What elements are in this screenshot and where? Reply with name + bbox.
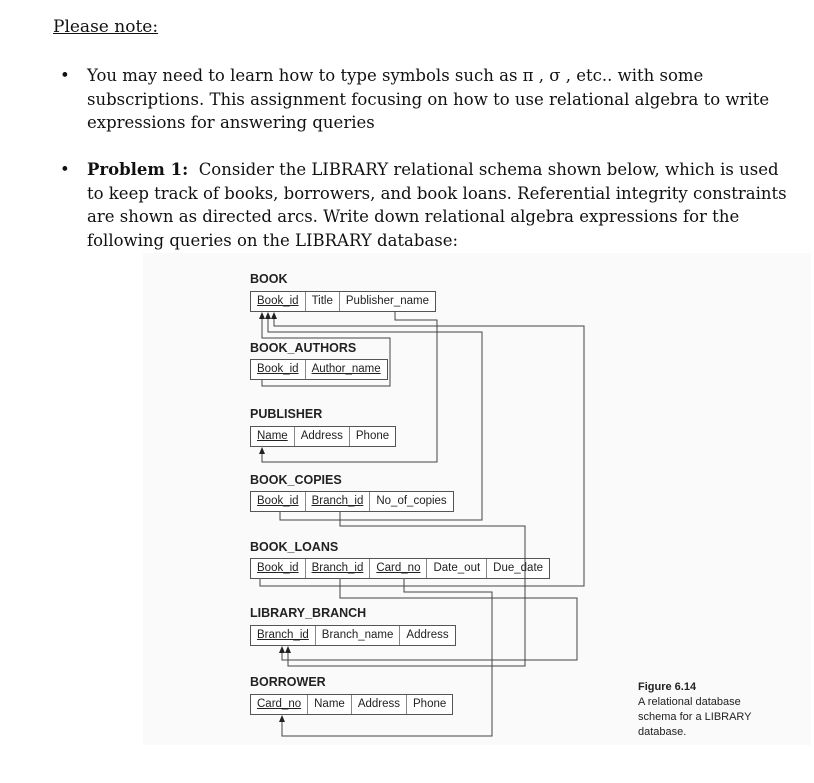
attr-book-id: Book_id xyxy=(257,495,299,507)
figure-caption-text: A relational database schema for a LIBRARY database. xyxy=(638,696,752,738)
attr-address: Address xyxy=(294,427,349,446)
arc-book-loans-to-borrower xyxy=(282,579,492,736)
arrowhead xyxy=(279,715,285,722)
attr-branch-id: Branch_id xyxy=(305,559,370,578)
attr-phone: Phone xyxy=(406,695,452,714)
arrowhead xyxy=(265,312,271,319)
problem-text: Consider the LIBRARY relational schema shown below, which is used to keep track of books, borrowers, and book loans. Referential integrity constraints are shown as directed arcs. Write down relational algebra expressions for the following queries on the LIBRARY database: xyxy=(87,160,787,250)
bullet-dot: • xyxy=(60,160,70,179)
bullet-dot: • xyxy=(60,66,70,85)
attr-branch-id: Branch_id xyxy=(305,492,370,511)
arc-book-loans-to-book xyxy=(260,316,584,586)
attr-card-no: Card_no xyxy=(257,698,302,710)
relation-title-book-copies: BOOK_COPIES xyxy=(250,473,342,487)
relation-title-publisher: PUBLISHER xyxy=(250,407,323,421)
arrowhead xyxy=(271,312,277,319)
attr-book-id: Book_id xyxy=(257,562,299,574)
attr-book-id: Book_id xyxy=(257,363,299,375)
relation-title-book: BOOK xyxy=(250,272,288,286)
relation-title-book-authors: BOOK_AUTHORS xyxy=(250,341,357,355)
arrowhead xyxy=(259,312,265,319)
attr-name: Name xyxy=(257,430,288,442)
figure-caption xyxy=(638,680,778,740)
attr-address: Address xyxy=(399,626,454,645)
relation-title-borrower: BORROWER xyxy=(250,675,326,689)
attr-due-date: Due_date xyxy=(486,559,549,578)
attr-date-out: Date_out xyxy=(426,559,486,578)
attr-branch-name: Branch_name xyxy=(315,626,400,645)
bullet-text: You may need to learn how to type symbols such as π , σ , etc.. with some subscriptions. This assignment focusing on how to use relational algebra to write expressions for answering queries xyxy=(87,66,770,132)
attr-card-no: Card_no xyxy=(369,559,426,578)
problem-label: Problem 1: xyxy=(87,160,189,179)
arc-book-loans-to-branch xyxy=(282,579,577,660)
attr-phone: Phone xyxy=(349,427,395,446)
attr-address: Address xyxy=(351,695,406,714)
arrowhead xyxy=(259,447,265,454)
attr-title: Title xyxy=(305,292,339,311)
attr-branch-id: Branch_id xyxy=(257,629,309,641)
attr-publisher-name: Publisher_name xyxy=(339,292,435,311)
attr-book-id: Book_id xyxy=(257,295,299,307)
arrowhead xyxy=(285,646,291,653)
attr-name: Name xyxy=(307,695,351,714)
arc-book-copies-to-branch xyxy=(288,512,525,666)
note-heading: Please note: xyxy=(53,17,159,37)
attr-author-name: Author_name xyxy=(305,360,387,379)
arc-book-copies-to-book xyxy=(268,316,482,520)
attr-no-of-copies: No_of_copies xyxy=(369,492,452,511)
figure-number: Figure 6.14 xyxy=(638,681,697,693)
arrowhead xyxy=(279,646,285,653)
relation-title-book-loans: BOOK_LOANS xyxy=(250,540,339,554)
relation-title-library-branch: LIBRARY_BRANCH xyxy=(250,606,367,620)
